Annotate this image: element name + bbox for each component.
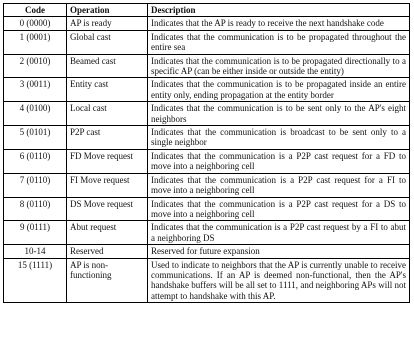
table-row [4, 17, 410, 30]
cell-description: Indicates that the communication is to be sent only to the AP's eight neighbors [148, 102, 410, 126]
table-row [4, 245, 410, 258]
cell-description: Indicates that the communication is a P2P cast request for a FI to move into a neighboring cell [148, 173, 410, 197]
cell-code: 9 (0111) [4, 221, 67, 245]
handshake-code-table [3, 3, 410, 303]
cell-description: Indicates that the communication is to be propagated directionally to a specific AP (can be either inside or outside the entity) [148, 54, 410, 78]
cell-code: 10-14 [4, 245, 67, 258]
cell-operation: DS Move request [67, 197, 148, 221]
cell-code: 15 (1111) [4, 258, 67, 303]
cell-operation: AP is non-functioning [67, 258, 148, 303]
cell-operation: Beamed cast [67, 54, 148, 78]
table-row [4, 102, 410, 126]
table-row [4, 54, 410, 78]
header-operation: Operation [67, 4, 148, 17]
cell-description: Reserved for future expansion [148, 245, 410, 258]
table-row [4, 78, 410, 102]
cell-code: 8 (0110) [4, 197, 67, 221]
cell-description: Indicates that the communication is a P2P cast request by a FI to abut a neighboring DS [148, 221, 410, 245]
cell-description: Indicates that the AP is ready to receive the next handshake code [148, 17, 410, 30]
cell-code: 0 (0000) [4, 17, 67, 30]
table-row [4, 173, 410, 197]
cell-operation: AP is ready [67, 17, 148, 30]
cell-description: Indicates that the communication is broadcast to be sent only to a single neighbor [148, 126, 410, 150]
cell-description: Used to indicate to neighbors that the AP is currently unable to receive communications. If an AP is deemed non-functional, then the AP's handshake buffers will be all set to 1111, and neighboring APs will not attempt to handshake with this AP. [148, 258, 410, 303]
cell-description: Indicates that the communication is a P2P cast request for a DS to move into a neighboring cell [148, 197, 410, 221]
header-code: Code [4, 4, 67, 17]
table-row [4, 126, 410, 150]
cell-operation: Local cast [67, 102, 148, 126]
cell-operation: FD Move request [67, 149, 148, 173]
cell-operation: Entity cast [67, 78, 148, 102]
table-row [4, 221, 410, 245]
cell-code: 1 (0001) [4, 30, 67, 54]
cell-code: 6 (0110) [4, 149, 67, 173]
table-header-row [4, 4, 410, 17]
header-description: Description [148, 4, 410, 17]
table-row [4, 258, 410, 303]
table-row [4, 197, 410, 221]
cell-operation: FI Move request [67, 173, 148, 197]
cell-operation: Reserved [67, 245, 148, 258]
table-row [4, 30, 410, 54]
cell-operation: P2P cast [67, 126, 148, 150]
cell-description: Indicates that the communication is to be propagated inside an entire entity only, ending propagation at the entity border [148, 78, 410, 102]
cell-code: 5 (0101) [4, 126, 67, 150]
cell-operation: Abut request [67, 221, 148, 245]
cell-code: 7 (0110) [4, 173, 67, 197]
cell-operation: Global cast [67, 30, 148, 54]
cell-code: 4 (0100) [4, 102, 67, 126]
cell-description: Indicates that the communication is a P2P cast request for a FD to move into a neighboring cell [148, 149, 410, 173]
table-row [4, 149, 410, 173]
cell-code: 3 (0011) [4, 78, 67, 102]
cell-code: 2 (0010) [4, 54, 67, 78]
cell-description: Indicates that the communication is to be propagated throughout the entire sea [148, 30, 410, 54]
